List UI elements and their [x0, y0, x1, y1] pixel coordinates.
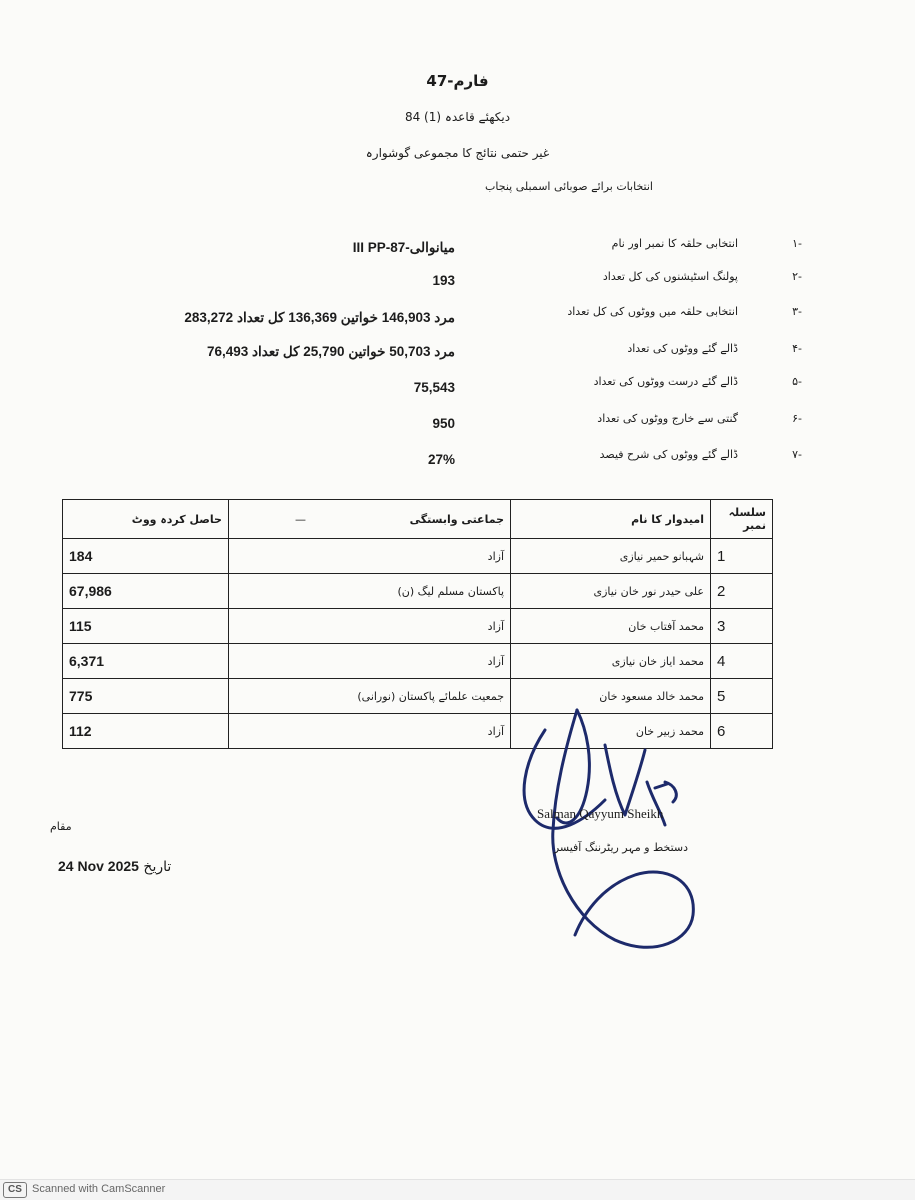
summary-row-number: -۲: [792, 270, 802, 283]
date-value: 24 Nov 2025: [58, 858, 139, 874]
scanner-footer: [0, 1179, 915, 1200]
date-label: تاریخ: [143, 859, 172, 875]
header-serial: سلسلہ نمبر: [711, 500, 773, 539]
cell-votes: 775: [63, 679, 229, 714]
summary-row-value: 27%: [427, 452, 455, 467]
summary-row-label: انتخابی حلقہ میں ووٹوں کی کل تعداد: [567, 305, 738, 318]
cell-party: آزاد: [229, 714, 511, 749]
summary-row-label: ڈالے گئے ووٹوں کی تعداد: [627, 342, 738, 355]
camscanner-logo-icon: CS: [3, 1182, 27, 1198]
summary-row-label: ڈالے گئے درست ووٹوں کی تعداد: [593, 375, 738, 388]
summary-row-value: 75,543: [413, 380, 455, 395]
election-type: انتخابات برائے صوبائی اسمبلی پنجاب: [485, 180, 653, 193]
summary-row-number: -۴: [792, 342, 802, 355]
cell-votes: 112: [63, 714, 229, 749]
cell-candidate: محمد ایاز خان نیازی: [511, 644, 711, 679]
cell-serial: 5: [711, 679, 773, 714]
form-title: فارم-47: [426, 72, 489, 90]
cell-party: آزاد: [229, 644, 511, 679]
cell-party: پاکستان مسلم لیگ (ن): [229, 574, 511, 609]
summary-row-number: -۶: [792, 412, 802, 425]
summary-row-number: -۷: [792, 448, 802, 461]
officer-title: دستخط و مہر ریٹرننگ آفیسر: [553, 841, 688, 854]
table-row: [63, 644, 773, 679]
summary-row-label: انتخابی حلقہ کا نمبر اور نام: [611, 237, 738, 250]
table-row: [63, 574, 773, 609]
cell-serial: 2: [711, 574, 773, 609]
cell-votes: 115: [63, 609, 229, 644]
summary-row-value: 193: [432, 273, 455, 288]
cell-party: آزاد: [229, 539, 511, 574]
cell-candidate: شہبانو حمیر نیازی: [511, 539, 711, 574]
cell-candidate: علی حیدر نور خان نیازی: [511, 574, 711, 609]
cell-party: آزاد: [229, 609, 511, 644]
header-candidate: امیدوار کا نام: [511, 500, 711, 539]
table-row: [63, 609, 773, 644]
header-dash: —: [295, 512, 306, 526]
cell-candidate: محمد خالد مسعود خان: [511, 679, 711, 714]
cell-candidate: محمد آفتاب خان: [511, 609, 711, 644]
date-line: [58, 858, 171, 875]
summary-row-value: 950: [432, 416, 455, 431]
summary-row-number: -۱: [792, 237, 802, 250]
rule-reference: دیکھئے قاعدہ (1) 84: [404, 110, 511, 124]
header-party-label: جماعتی وابستگی: [409, 512, 504, 526]
cell-party: جمعیت علمائے پاکستان (نورانی): [229, 679, 511, 714]
handwritten-signature: [515, 690, 715, 970]
table-header-row: [63, 500, 773, 539]
scanner-watermark-text: Scanned with CamScanner: [32, 1183, 166, 1195]
cell-votes: 67,986: [63, 574, 229, 609]
header-party: [229, 500, 511, 539]
cell-serial: 6: [711, 714, 773, 749]
summary-row-label: ڈالے گئے ووٹوں کی شرح فیصد: [599, 448, 738, 461]
summary-row-number: -۳: [792, 305, 802, 318]
summary-row-value: مرد 50,703 خواتین 25,790 کل تعداد 76,493: [206, 344, 455, 359]
cell-votes: 184: [63, 539, 229, 574]
header-votes: حاصل کردہ ووٹ: [63, 500, 229, 539]
officer-name: Salman Qayyum Sheikh: [537, 806, 664, 821]
summary-row-label: پولنگ اسٹیشنوں کی کل تعداد: [602, 270, 738, 283]
cell-serial: 4: [711, 644, 773, 679]
form-subtitle: غیر حتمی نتائج کا مجموعی گوشوارہ: [365, 146, 550, 160]
summary-row-value: میانوالی-III PP-87: [352, 240, 455, 255]
summary-row-number: -۵: [792, 375, 802, 388]
cell-serial: 1: [711, 539, 773, 574]
place-label: مقام: [50, 820, 72, 833]
table-row: [63, 539, 773, 574]
cell-serial: 3: [711, 609, 773, 644]
summary-row-value: مرد 146,903 خواتین 136,369 کل تعداد 283,272: [184, 310, 455, 325]
summary-row-label: گنتی سے خارج ووٹوں کی تعداد: [597, 412, 738, 425]
cell-candidate: محمد زبیر خان: [511, 714, 711, 749]
cell-votes: 6,371: [63, 644, 229, 679]
